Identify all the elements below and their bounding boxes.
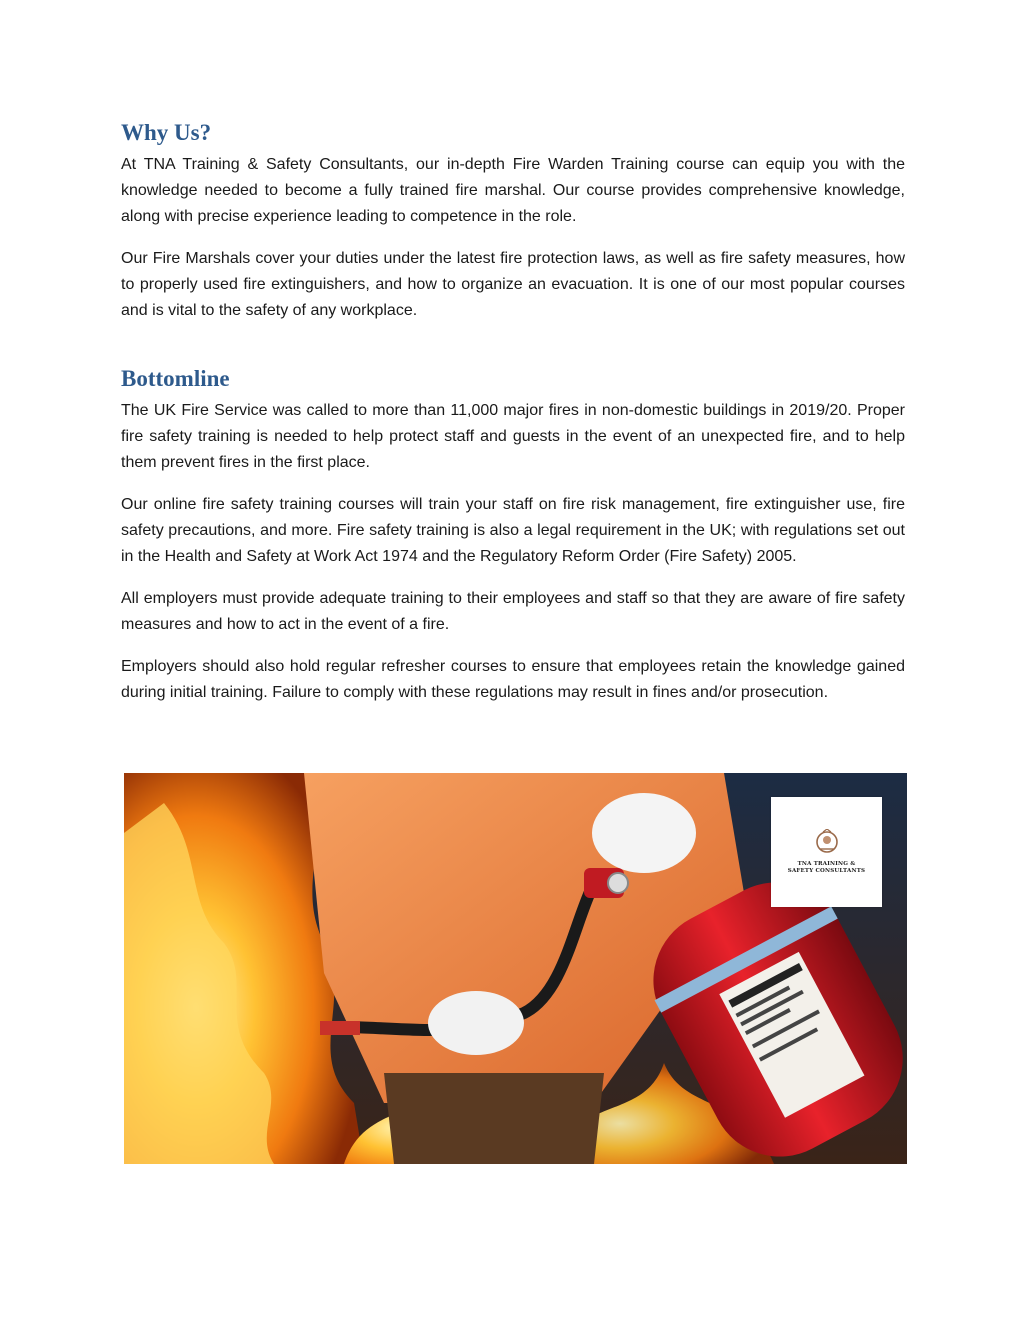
bottomline-paragraph-4: Employers should also hold regular refresher courses to ensure that employees retain the knowledge gained during initial training. Failure to comply with these regulations may result in fines and/or prosecution.: [121, 658, 905, 701]
why-us-paragraph-1: At TNA Training & Safety Consultants, our in-depth Fire Warden Training course can equip you with the knowledge needed to become a fully trained fire marshal. Our course provides comprehensive knowledge, along with precise experience leading to competence in the role.: [121, 156, 905, 225]
why-us-paragraph-2: Our Fire Marshals cover your duties under the latest fire protection laws, as well as fire safety measures, how to properly used fire extinguishers, and how to organize an evacuation. It is one of our most popular courses and is vital to the safety of any workplace.: [121, 250, 905, 319]
bottomline-heading: Bottomline: [121, 366, 230, 391]
bottomline-paragraph-2: Our online fire safety training courses will train your staff on fire risk management, fire extinguisher use, fire safety precautions, and more. Fire safety training is also a legal requirement in the UK; with regulations set out in the Health and Safety at Work Act 1974 and the Regulatory Reform Order (Fire Safety) 2005.: [121, 496, 905, 565]
bottomline-paragraph-3: All employers must provide adequate training to their employees and staff so that they are aware of fire safety measures and how to act in the event of a fire.: [121, 590, 905, 633]
bottomline-section: [121, 364, 905, 706]
why-us-heading: Why Us?: [121, 120, 212, 145]
company-logo: [771, 797, 882, 907]
why-us-section: [121, 118, 905, 324]
company-logo-icon: [814, 829, 840, 855]
company-logo-text: TNA TRAINING & SAFETY CONSULTANTS: [787, 861, 866, 874]
bottomline-paragraph-1: The UK Fire Service was called to more than 11,000 major fires in non-domestic buildings in 2019/20. Proper fire safety training is needed to help protect staff and guests in the event of an unexpected fire, and to help them prevent fires in the first place.: [121, 402, 905, 471]
document-page: [121, 118, 905, 706]
